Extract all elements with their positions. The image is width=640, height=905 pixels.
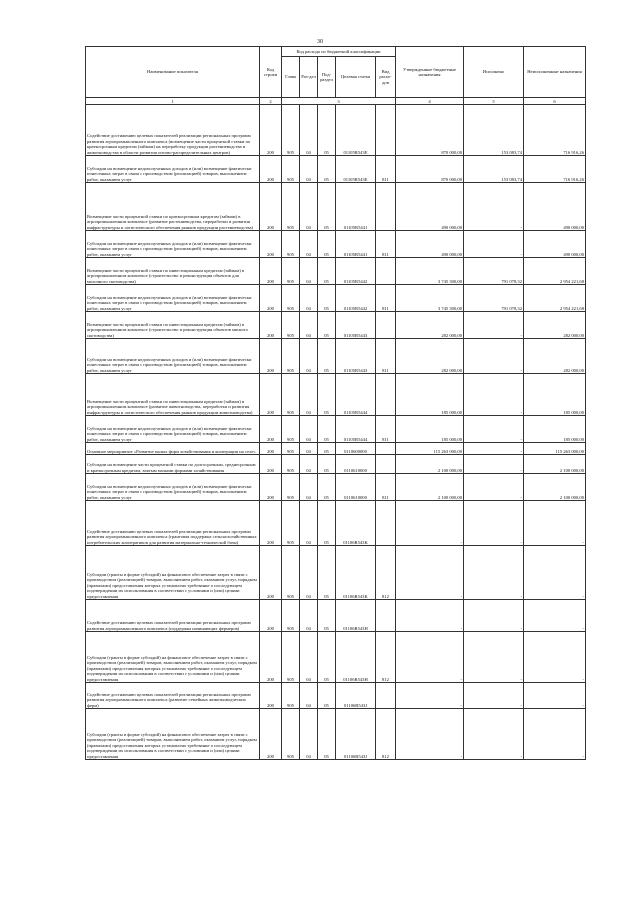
column-number: 5: [464, 98, 524, 105]
row-celevaya-cell: 01105R543E: [336, 156, 376, 183]
table-row: [86, 546, 586, 600]
row-razdel-cell: 04: [300, 416, 318, 443]
row-approved-cell: 870 000,00: [396, 105, 464, 156]
header-code-line: Код строки: [260, 47, 282, 98]
header-name: Наименование показателя: [86, 47, 260, 98]
row-approved-cell: -: [396, 600, 464, 632]
row-approved-cell: 870 000,00: [396, 156, 464, 183]
row-unexecuted-cell: 185 000,00: [524, 416, 586, 443]
row-vid-cell: 811: [376, 416, 396, 443]
table-row: [86, 683, 586, 709]
row-glava-cell: 905: [282, 501, 300, 546]
row-name-cell: Содействие достижению целевых показателей реализации региональных программ развития агропромышленного комплекса (поддержка начинающих фермеров): [86, 600, 260, 632]
row-name-cell: Субсидии на возмещение недополученных доходов и (или) возмещение фактически понесенных затрат в связи с производством (реализацией) товаров, выполнением работ, оказанием услуг: [86, 339, 260, 374]
table-row: [86, 105, 586, 156]
row-podrazdel-cell: 05: [318, 416, 336, 443]
row-name-cell: Основное мероприятие «Развитие малых форм хозяйствования и кооперации на селе»: [86, 443, 260, 455]
row-unexecuted-cell: 2 954 221,68: [524, 285, 586, 312]
row-code-line-cell: 200: [260, 105, 282, 156]
row-name-cell: Субсидии на возмещение недополученных доходов и (или) возмещение фактически понесенных затрат в связи с производством (реализацией) товаров, выполнением работ, оказанием услуг: [86, 156, 260, 183]
row-unexecuted-cell: 185 000,00: [524, 374, 586, 416]
row-razdel-cell: 04: [300, 183, 318, 231]
row-glava-cell: 905: [282, 285, 300, 312]
row-executed-cell: -: [464, 374, 524, 416]
row-code-line-cell: 200: [260, 632, 282, 683]
row-code-line-cell: 200: [260, 443, 282, 455]
row-podrazdel-cell: 05: [318, 374, 336, 416]
table-row: [86, 339, 586, 374]
row-celevaya-cell: 0110610000: [336, 474, 376, 501]
row-unexecuted-cell: 490 000,00: [524, 231, 586, 258]
row-unexecuted-cell: 115 263 000,00: [524, 443, 586, 455]
table-row: [86, 312, 586, 339]
budget-execution-table: [85, 46, 586, 760]
row-code-line-cell: 200: [260, 474, 282, 501]
row-approved-cell: -: [396, 683, 464, 709]
row-razdel-cell: 04: [300, 312, 318, 339]
table-row: [86, 374, 586, 416]
row-code-line-cell: 200: [260, 285, 282, 312]
row-approved-cell: 115 263 000,00: [396, 443, 464, 455]
row-approved-cell: 490 000,00: [396, 183, 464, 231]
row-executed-cell: -: [464, 231, 524, 258]
row-approved-cell: 490 000,00: [396, 231, 464, 258]
row-approved-cell: 2 100 000,00: [396, 455, 464, 474]
column-number: 3: [282, 98, 396, 105]
row-vid-cell: [376, 443, 396, 455]
row-unexecuted-cell: -: [524, 546, 586, 600]
row-celevaya-cell: 01106R543K: [336, 501, 376, 546]
header-razdel: Раз-дел: [300, 57, 318, 98]
row-glava-cell: 905: [282, 105, 300, 156]
row-podrazdel-cell: 05: [318, 501, 336, 546]
row-executed-cell: -: [464, 443, 524, 455]
row-glava-cell: 905: [282, 231, 300, 258]
row-unexecuted-cell: -: [524, 709, 586, 760]
table-row: [86, 156, 586, 183]
row-celevaya-cell: 01106R543H: [336, 632, 376, 683]
row-name-cell: Субсидии на возмещение недополученных доходов и (или) возмещение фактически понесенных затрат в связи с производством (реализацией) товаров, выполнением работ, оказанием услуг: [86, 231, 260, 258]
row-code-line-cell: 200: [260, 339, 282, 374]
row-name-cell: Субсидии (гранты в форме субсидий) на финансовое обеспечение затрат в связи с производством (реализацией) товаров, выполнением работ, оказанием услуг, порядком (правилами) предоставления которых установлено требование о последующем подтверждении их использования в соответствии с условиями и (или) целями предоставления: [86, 546, 260, 600]
row-razdel-cell: 04: [300, 105, 318, 156]
row-glava-cell: 905: [282, 339, 300, 374]
row-vid-cell: 811: [376, 339, 396, 374]
header-glava: Глава: [282, 57, 300, 98]
row-code-line-cell: 200: [260, 683, 282, 709]
header-executed: Исполнено: [464, 47, 524, 98]
row-code-line-cell: 200: [260, 455, 282, 474]
row-vid-cell: 811: [376, 156, 396, 183]
table-row: [86, 183, 586, 231]
table-body: [86, 105, 586, 760]
row-celevaya-cell: 01105R5444: [336, 374, 376, 416]
row-podrazdel-cell: 05: [318, 231, 336, 258]
row-executed-cell: -: [464, 501, 524, 546]
row-celevaya-cell: 01105R5442: [336, 258, 376, 285]
row-razdel-cell: 04: [300, 156, 318, 183]
row-glava-cell: 905: [282, 709, 300, 760]
row-name-cell: Возмещение части процентной ставки по инвестиционным кредитам (займам) в агропромышленном комплексе (строительство и реконструкция объектов для молочного скотоводства): [86, 258, 260, 285]
row-vid-cell: [376, 600, 396, 632]
row-unexecuted-cell: -: [524, 600, 586, 632]
row-glava-cell: 905: [282, 600, 300, 632]
row-celevaya-cell: 01105R5444: [336, 416, 376, 443]
row-celevaya-cell: 01105R5443: [336, 312, 376, 339]
header-vid: Вид расхо-дов: [376, 57, 396, 98]
row-approved-cell: -: [396, 709, 464, 760]
row-executed-cell: -: [464, 474, 524, 501]
row-podrazdel-cell: 05: [318, 312, 336, 339]
row-podrazdel-cell: 05: [318, 183, 336, 231]
row-podrazdel-cell: 05: [318, 600, 336, 632]
row-approved-cell: 185 000,00: [396, 416, 464, 443]
row-executed-cell: 153 083,74: [464, 105, 524, 156]
row-vid-cell: [376, 183, 396, 231]
row-razdel-cell: 04: [300, 546, 318, 600]
row-podrazdel-cell: 05: [318, 455, 336, 474]
row-unexecuted-cell: -: [524, 632, 586, 683]
row-celevaya-cell: 01106R543J: [336, 683, 376, 709]
table-row: [86, 600, 586, 632]
page-number: 30: [317, 39, 323, 45]
row-razdel-cell: 04: [300, 632, 318, 683]
row-vid-cell: 812: [376, 546, 396, 600]
row-code-line-cell: 200: [260, 312, 282, 339]
row-glava-cell: 905: [282, 683, 300, 709]
row-vid-cell: [376, 258, 396, 285]
row-executed-cell: -: [464, 416, 524, 443]
column-number: 6: [524, 98, 586, 105]
row-razdel-cell: 04: [300, 285, 318, 312]
row-approved-cell: 3 745 300,00: [396, 285, 464, 312]
row-podrazdel-cell: 05: [318, 632, 336, 683]
row-glava-cell: 905: [282, 416, 300, 443]
row-vid-cell: 812: [376, 632, 396, 683]
row-glava-cell: 905: [282, 258, 300, 285]
row-podrazdel-cell: 05: [318, 105, 336, 156]
row-code-line-cell: 200: [260, 231, 282, 258]
row-glava-cell: 905: [282, 156, 300, 183]
row-code-line-cell: 200: [260, 183, 282, 231]
row-unexecuted-cell: 282 000,00: [524, 339, 586, 374]
column-number: 4: [396, 98, 464, 105]
row-executed-cell: -: [464, 600, 524, 632]
row-podrazdel-cell: 05: [318, 339, 336, 374]
row-podrazdel-cell: 05: [318, 156, 336, 183]
row-razdel-cell: 04: [300, 600, 318, 632]
row-celevaya-cell: 01105R5441: [336, 183, 376, 231]
row-name-cell: Возмещение части процентной ставки по инвестиционным кредитам (займам) в агропромышленном комплексе (строительство и реконструкция объектов мясного скотоводства): [86, 312, 260, 339]
row-name-cell: Субсидии на возмещение части процентной ставки по долгосрочным, среднесрочным и краткосрочным кредитам, взятым малыми формами хозяйствования: [86, 455, 260, 474]
row-name-cell: Субсидии (гранты в форме субсидий) на финансовое обеспечение затрат в связи с производством (реализацией) товаров, выполнением работ, оказанием услуг, порядком (правилами) предоставления которых установлено требование о последующем подтверждении их использования в соответствии с условиями и (или) целями предоставления: [86, 709, 260, 760]
row-razdel-cell: 04: [300, 474, 318, 501]
row-glava-cell: 905: [282, 546, 300, 600]
table-row: [86, 258, 586, 285]
row-vid-cell: [376, 455, 396, 474]
header-podrazdel: Под-раздел: [318, 57, 336, 98]
header-budget-class: Код расхода по бюджетной классификации: [282, 47, 396, 57]
row-podrazdel-cell: 05: [318, 474, 336, 501]
row-razdel-cell: 04: [300, 683, 318, 709]
row-celevaya-cell: 01105R5442: [336, 285, 376, 312]
row-glava-cell: 905: [282, 632, 300, 683]
row-code-line-cell: 200: [260, 709, 282, 760]
row-vid-cell: 811: [376, 285, 396, 312]
row-name-cell: Субсидии на возмещение недополученных доходов и (или) возмещение фактически понесенных затрат в связи с производством (реализацией) товаров, выполнением работ, оказанием услуг: [86, 474, 260, 501]
row-vid-cell: [376, 312, 396, 339]
row-vid-cell: [376, 501, 396, 546]
row-name-cell: Субсидии на возмещение недополученных доходов и (или) возмещение фактически понесенных затрат в связи с производством (реализацией) товаров, выполнением работ, оказанием услуг: [86, 285, 260, 312]
row-razdel-cell: 04: [300, 501, 318, 546]
table-row: [86, 416, 586, 443]
row-celevaya-cell: 01106R543H: [336, 600, 376, 632]
row-executed-cell: -: [464, 709, 524, 760]
row-code-line-cell: 200: [260, 156, 282, 183]
table-row: [86, 443, 586, 455]
row-name-cell: Субсидии (гранты в форме субсидий) на финансовое обеспечение затрат в связи с производством (реализацией) товаров, выполнением работ, оказанием услуг, порядком (правилами) предоставления которых установлено требование о последующем подтверждении их использования в соответствии с условиями и (или) целями предоставления: [86, 632, 260, 683]
row-celevaya-cell: 01105R5441: [336, 231, 376, 258]
row-executed-cell: -: [464, 339, 524, 374]
table-row: [86, 632, 586, 683]
row-celevaya-cell: 01105R543E: [336, 105, 376, 156]
row-unexecuted-cell: 490 000,00: [524, 183, 586, 231]
row-executed-cell: -: [464, 632, 524, 683]
row-executed-cell: 791 078,32: [464, 258, 524, 285]
row-razdel-cell: 04: [300, 258, 318, 285]
row-unexecuted-cell: 716 916,26: [524, 105, 586, 156]
row-glava-cell: 905: [282, 183, 300, 231]
table-row: [86, 501, 586, 546]
row-name-cell: Возмещение части процентной ставки по инвестиционным кредитам (займам) в агропромышленном комплексе (развитие животноводства, переработки и развития инфраструктуры и логистического обеспечения рынков продукции животноводства): [86, 374, 260, 416]
row-approved-cell: 3 745 300,00: [396, 258, 464, 285]
row-name-cell: Содействие достижению целевых показателей реализации региональных программ развития агропромышленного комплекса (возмещение части процентной ставки по краткосрочным кредитам (займам) на переработку продукции растениеводства и животноводства в области развития оптово-распределительных центров): [86, 105, 260, 156]
row-approved-cell: -: [396, 632, 464, 683]
row-razdel-cell: 04: [300, 374, 318, 416]
row-celevaya-cell: 01105R5443: [336, 339, 376, 374]
row-razdel-cell: 04: [300, 443, 318, 455]
row-approved-cell: 185 000,00: [396, 374, 464, 416]
row-executed-cell: -: [464, 546, 524, 600]
row-glava-cell: 905: [282, 312, 300, 339]
row-code-line-cell: 200: [260, 600, 282, 632]
table-row: [86, 455, 586, 474]
row-razdel-cell: 04: [300, 339, 318, 374]
header-approved: Утвержденные бюджетные назначения: [396, 47, 464, 98]
row-unexecuted-cell: -: [524, 683, 586, 709]
row-glava-cell: 905: [282, 455, 300, 474]
row-vid-cell: [376, 374, 396, 416]
row-glava-cell: 905: [282, 474, 300, 501]
row-podrazdel-cell: 05: [318, 683, 336, 709]
row-code-line-cell: 200: [260, 416, 282, 443]
row-razdel-cell: 04: [300, 709, 318, 760]
row-unexecuted-cell: 716 916,26: [524, 156, 586, 183]
row-approved-cell: 282 000,00: [396, 339, 464, 374]
row-vid-cell: [376, 105, 396, 156]
header-celevaya: Целевая статья: [336, 57, 376, 98]
row-executed-cell: 153 083,74: [464, 156, 524, 183]
column-number: 1: [86, 98, 260, 105]
row-vid-cell: 812: [376, 709, 396, 760]
row-razdel-cell: 04: [300, 455, 318, 474]
row-code-line-cell: 200: [260, 501, 282, 546]
row-celevaya-cell: 01106R543K: [336, 546, 376, 600]
row-unexecuted-cell: 2 100 000,00: [524, 474, 586, 501]
row-celevaya-cell: 0110600000: [336, 443, 376, 455]
table-row: [86, 231, 586, 258]
row-vid-cell: 811: [376, 474, 396, 501]
row-unexecuted-cell: 2 100 000,00: [524, 455, 586, 474]
row-glava-cell: 905: [282, 443, 300, 455]
row-podrazdel-cell: 05: [318, 709, 336, 760]
row-executed-cell: -: [464, 455, 524, 474]
header-unexecuted: Неисполненные назначения: [524, 47, 586, 98]
row-approved-cell: -: [396, 546, 464, 600]
table-row: [86, 474, 586, 501]
row-name-cell: Возмещение части процентной ставки по краткосрочным кредитам (займам) в агропромышленном комплексе (развитие растениеводства, переработки и развития инфраструктуры и логистического обеспечения рынков продукции растениеводства): [86, 183, 260, 231]
row-approved-cell: 2 100 000,00: [396, 474, 464, 501]
row-vid-cell: [376, 683, 396, 709]
row-executed-cell: 791 078,32: [464, 285, 524, 312]
row-vid-cell: 811: [376, 231, 396, 258]
row-executed-cell: -: [464, 183, 524, 231]
row-code-line-cell: 200: [260, 546, 282, 600]
row-razdel-cell: 04: [300, 231, 318, 258]
row-podrazdel-cell: 05: [318, 443, 336, 455]
table-row: [86, 709, 586, 760]
row-approved-cell: -: [396, 501, 464, 546]
row-podrazdel-cell: 05: [318, 258, 336, 285]
row-glava-cell: 905: [282, 374, 300, 416]
row-executed-cell: -: [464, 312, 524, 339]
row-celevaya-cell: 0110610000: [336, 455, 376, 474]
row-name-cell: Содействие достижению целевых показателей реализации региональных программ развития агропромышленного комплекса (грантовая поддержка сельскохозяйственных потребительских кооперативов для развития материально-технической базы): [86, 501, 260, 546]
row-executed-cell: -: [464, 683, 524, 709]
row-approved-cell: 282 000,00: [396, 312, 464, 339]
row-celevaya-cell: 01106R543J: [336, 709, 376, 760]
row-unexecuted-cell: -: [524, 501, 586, 546]
row-name-cell: Субсидии на возмещение недополученных доходов и (или) возмещение фактически понесенных затрат в связи с производством (реализацией) товаров, выполнением работ, оказанием услуг: [86, 416, 260, 443]
row-unexecuted-cell: 282 000,00: [524, 312, 586, 339]
column-number: 2: [260, 98, 282, 105]
row-podrazdel-cell: 05: [318, 546, 336, 600]
row-podrazdel-cell: 05: [318, 285, 336, 312]
row-code-line-cell: 200: [260, 374, 282, 416]
row-name-cell: Содействие достижению целевых показателей реализации региональных программ развития агропромышленного комплекса (развитие семейных животноводческих ферм): [86, 683, 260, 709]
table-row: [86, 285, 586, 312]
row-unexecuted-cell: 2 954 221,68: [524, 258, 586, 285]
row-code-line-cell: 200: [260, 258, 282, 285]
